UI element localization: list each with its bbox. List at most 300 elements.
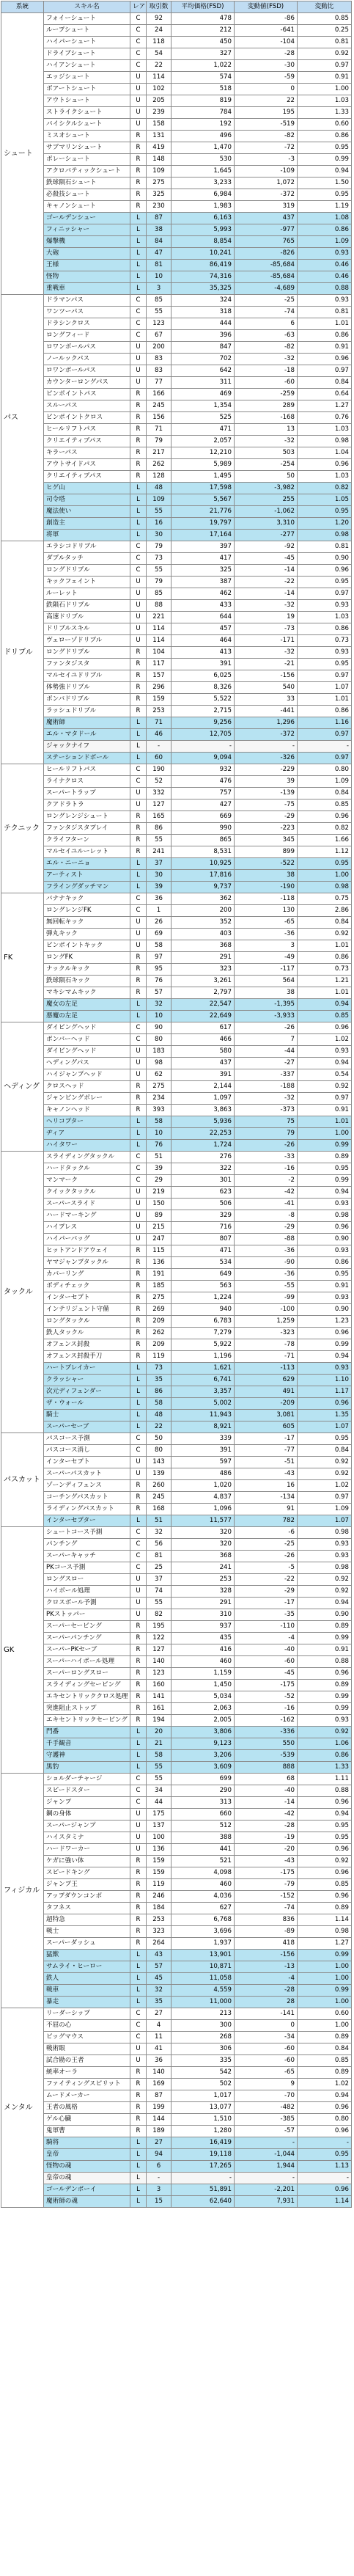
- price-change-cell: 33: [235, 694, 298, 706]
- price-change-cell: -2,201: [235, 2184, 298, 2196]
- table-row: [1, 189, 352, 201]
- change-ratio-cell: 0.90: [298, 1609, 352, 1621]
- skill-name-cell: 怪物: [44, 271, 130, 283]
- owners-cell: 217: [147, 447, 172, 459]
- rarity-cell: R: [130, 154, 147, 166]
- price-change-cell: 1,259: [235, 1316, 298, 1328]
- table-row: [1, 1222, 352, 1234]
- skill-name-cell: ステーションドボール: [44, 753, 130, 764]
- average-price-cell: 9,123: [172, 1738, 235, 1750]
- skill-name-cell: ゴールデンボーイ: [44, 2184, 130, 2196]
- change-ratio-cell: 0.95: [298, 1269, 352, 1281]
- rarity-cell: R: [130, 694, 147, 706]
- average-price-cell: 17,164: [172, 530, 235, 541]
- owners-cell: 253: [147, 706, 172, 717]
- price-change-cell: -277: [235, 530, 298, 541]
- table-row: [1, 471, 352, 483]
- change-ratio-cell: 0.91: [298, 342, 352, 354]
- skill-name-cell: 不屈の心: [44, 2020, 130, 2032]
- average-price-cell: 3,609: [172, 1762, 235, 1774]
- average-price-cell: 2,144: [172, 1081, 235, 1093]
- owners-cell: 122: [147, 1633, 172, 1644]
- table-row: [1, 1950, 352, 1961]
- price-change-cell: 50: [235, 471, 298, 483]
- owners-cell: 94: [147, 2149, 172, 2161]
- owners-cell: 39: [147, 882, 172, 893]
- owners-cell: 58: [147, 1750, 172, 1762]
- rarity-cell: R: [130, 1856, 147, 1867]
- table-row: [1, 2137, 352, 2149]
- skill-name-cell: カウンターロングパス: [44, 377, 130, 389]
- table-row: [1, 588, 352, 600]
- change-ratio-cell: 0.80: [298, 2114, 352, 2126]
- table-row: [1, 1973, 352, 1985]
- table-row: [1, 248, 352, 260]
- skill-name-cell: エッジシュート: [44, 72, 130, 84]
- rarity-cell: L: [130, 224, 147, 236]
- price-change-cell: 22: [235, 95, 298, 107]
- price-change-cell: -336: [235, 1727, 298, 1738]
- table-row: [1, 706, 352, 717]
- skill-name-cell: 千手観音: [44, 1738, 130, 1750]
- table-row: [1, 1926, 352, 1938]
- rarity-cell: R: [130, 2114, 147, 2126]
- rarity-cell: L: [130, 1363, 147, 1375]
- rarity-cell: R: [130, 2090, 147, 2102]
- average-price-cell: 313: [172, 1797, 235, 1809]
- owners-cell: 16: [147, 518, 172, 530]
- table-row: [1, 1598, 352, 1609]
- skill-name-cell: ファンタジスタプレイ: [44, 823, 130, 835]
- average-price-cell: 1,022: [172, 60, 235, 72]
- average-price-cell: 471: [172, 424, 235, 436]
- skill-name-cell: 悪魔の左足: [44, 1011, 130, 1022]
- change-ratio-cell: 0.88: [298, 1785, 352, 1797]
- owners-cell: 69: [147, 929, 172, 940]
- skill-name-cell: クライフターン: [44, 835, 130, 846]
- skill-name-cell: 守護神: [44, 1750, 130, 1762]
- skill-name-cell: エラシコドリブル: [44, 541, 130, 553]
- rarity-cell: R: [130, 1867, 147, 1879]
- header-row: [1, 1, 352, 13]
- skill-name-cell: 魔術師の魂: [44, 2196, 130, 2208]
- rarity-cell: L: [130, 1140, 147, 1152]
- price-change-cell: 836: [235, 1914, 298, 1926]
- average-price-cell: 11,058: [172, 1973, 235, 1985]
- average-price-cell: 542: [172, 2067, 235, 2079]
- table-row: [1, 307, 352, 318]
- average-price-cell: 5,993: [172, 224, 235, 236]
- average-price-cell: 5,567: [172, 494, 235, 506]
- category-cell: ヘディング: [1, 1022, 44, 1152]
- table-row: [1, 271, 352, 283]
- owners-cell: 21: [147, 1738, 172, 1750]
- change-ratio-cell: 0.96: [298, 1844, 352, 1856]
- average-price-cell: 5,922: [172, 1339, 235, 1351]
- owners-cell: 79: [147, 436, 172, 447]
- rarity-cell: R: [130, 1081, 147, 1093]
- average-price-cell: 2,057: [172, 436, 235, 447]
- change-ratio-cell: 1.01: [298, 318, 352, 330]
- skill-name-cell: 重戦車: [44, 283, 130, 295]
- owners-cell: 32: [147, 1985, 172, 1997]
- price-change-cell: 765: [235, 236, 298, 248]
- skill-name-cell: ヘディングパス: [44, 1058, 130, 1069]
- change-ratio-cell: 1.01: [298, 1116, 352, 1128]
- average-price-cell: 478: [172, 13, 235, 25]
- table-row: [1, 1738, 352, 1750]
- owners-cell: 161: [147, 1703, 172, 1715]
- average-price-cell: 403: [172, 929, 235, 940]
- skill-name-cell: パスコース予測: [44, 1433, 130, 1445]
- skill-name-cell: スーパーキャッチ: [44, 1551, 130, 1562]
- skill-name-cell: ボレーシュート: [44, 154, 130, 166]
- price-change-cell: -77: [235, 1445, 298, 1457]
- average-price-cell: 2,005: [172, 1715, 235, 1727]
- owners-cell: 83: [147, 365, 172, 377]
- skill-name-cell: ジャンプ王: [44, 1879, 130, 1891]
- table-row: [1, 2161, 352, 2173]
- skill-name-cell: スーパーパスカット: [44, 1468, 130, 1480]
- rarity-cell: L: [130, 1398, 147, 1410]
- skill-name-cell: ルーレット: [44, 588, 130, 600]
- rarity-cell: R: [130, 166, 147, 178]
- price-change-cell: -175: [235, 1867, 298, 1879]
- table-row: [1, 1245, 352, 1257]
- table-row: [1, 1867, 352, 1879]
- owners-cell: 85: [147, 588, 172, 600]
- skill-name-cell: 鋼の身体: [44, 1809, 130, 1821]
- skill-name-cell: キャノンシュート: [44, 201, 130, 213]
- table-row: [1, 72, 352, 84]
- skill-name-cell: ハイスタミナ: [44, 1832, 130, 1844]
- owners-cell: 10: [147, 1011, 172, 1022]
- change-ratio-cell: 0.97: [298, 60, 352, 72]
- rarity-cell: C: [130, 13, 147, 25]
- table-row: [1, 858, 352, 870]
- price-change-cell: -4,689: [235, 283, 298, 295]
- owners-cell: 74: [147, 1586, 172, 1598]
- table-row: [1, 1668, 352, 1680]
- skill-name-cell: フィニッシャー: [44, 224, 130, 236]
- rarity-cell: L: [130, 2173, 147, 2184]
- average-price-cell: 1,645: [172, 166, 235, 178]
- table-row: [1, 2102, 352, 2114]
- price-change-cell: -5: [235, 1562, 298, 1574]
- rarity-cell: U: [130, 788, 147, 799]
- rarity-cell: R: [130, 1304, 147, 1316]
- price-change-cell: -26: [235, 1022, 298, 1034]
- average-price-cell: 5,034: [172, 1691, 235, 1703]
- owners-cell: 123: [147, 318, 172, 330]
- price-change-cell: 782: [235, 1515, 298, 1527]
- price-change-cell: 550: [235, 1738, 298, 1750]
- table-row: [1, 1774, 352, 1785]
- change-ratio-cell: 0.92: [298, 1574, 352, 1586]
- change-ratio-cell: 0.73: [298, 635, 352, 647]
- average-price-cell: 427: [172, 799, 235, 811]
- table-row: [1, 13, 352, 25]
- price-change-cell: -60: [235, 377, 298, 389]
- skill-name-cell: アクロバティックシュート: [44, 166, 130, 178]
- average-price-cell: 4,837: [172, 1492, 235, 1504]
- skill-name-cell: ロングドリブル: [44, 647, 130, 659]
- change-ratio-cell: 1.10: [298, 1375, 352, 1386]
- change-ratio-cell: 0.99: [298, 1703, 352, 1715]
- rarity-cell: L: [130, 1375, 147, 1386]
- rarity-cell: R: [130, 1703, 147, 1715]
- rarity-cell: L: [130, 283, 147, 295]
- header-change-ratio: 変動比: [298, 1, 352, 13]
- owners-cell: 83: [147, 354, 172, 365]
- table-row: [1, 682, 352, 694]
- change-ratio-cell: 0.92: [298, 48, 352, 60]
- category-cell: タックル: [1, 1152, 44, 1433]
- rarity-cell: R: [130, 1269, 147, 1281]
- owners-cell: 194: [147, 1715, 172, 1727]
- price-change-cell: -1,395: [235, 999, 298, 1011]
- price-change-cell: -16: [235, 1163, 298, 1175]
- average-price-cell: 580: [172, 1046, 235, 1058]
- skill-name-cell: ファイティングスピリット: [44, 2079, 130, 2090]
- owners-cell: 393: [147, 1105, 172, 1116]
- skill-name-cell: 爆撃機: [44, 236, 130, 248]
- table-row: [1, 1562, 352, 1574]
- change-ratio-cell: 0.92: [298, 1457, 352, 1468]
- change-ratio-cell: 0.86: [298, 623, 352, 635]
- skill-name-cell: ハートブレイカー: [44, 1363, 130, 1375]
- average-price-cell: 311: [172, 377, 235, 389]
- category-cell: メンタル: [1, 2008, 44, 2208]
- skill-name-cell: クリエイティブパス: [44, 436, 130, 447]
- price-change-cell: -139: [235, 788, 298, 799]
- price-change-cell: -373: [235, 1105, 298, 1116]
- change-ratio-cell: 0.85: [298, 1011, 352, 1022]
- rarity-cell: R: [130, 1668, 147, 1680]
- rarity-cell: L: [130, 518, 147, 530]
- table-row: [1, 530, 352, 541]
- rarity-cell: U: [130, 1210, 147, 1222]
- table-row: [1, 95, 352, 107]
- table-row: [1, 2196, 352, 2208]
- table-row: [1, 776, 352, 788]
- rarity-cell: R: [130, 389, 147, 400]
- rarity-cell: L: [130, 1985, 147, 1997]
- owners-cell: 90: [147, 1022, 172, 1034]
- owners-cell: 71: [147, 424, 172, 436]
- rarity-cell: C: [130, 1551, 147, 1562]
- skill-name-cell: 戦車: [44, 1985, 130, 1997]
- price-change-cell: -134: [235, 1492, 298, 1504]
- table-row: [1, 1433, 352, 1445]
- skill-name-cell: ジャンプ: [44, 1797, 130, 1809]
- average-price-cell: 457: [172, 623, 235, 635]
- skill-name-cell: 鉄人タックル: [44, 1328, 130, 1339]
- table-row: [1, 1797, 352, 1809]
- header-rarity: レア: [130, 1, 147, 13]
- change-ratio-cell: 1.01: [298, 987, 352, 999]
- skill-name-cell: クリエイティブパス: [44, 471, 130, 483]
- rarity-cell: R: [130, 1328, 147, 1339]
- rarity-cell: R: [130, 142, 147, 154]
- change-ratio-cell: 0.96: [298, 1022, 352, 1034]
- skill-name-cell: パスコース消し: [44, 1445, 130, 1457]
- change-ratio-cell: 1.03: [298, 471, 352, 483]
- rarity-cell: L: [130, 2149, 147, 2161]
- owners-cell: 73: [147, 553, 172, 565]
- table-row: [1, 1034, 352, 1046]
- change-ratio-cell: 0.82: [298, 483, 352, 494]
- price-change-cell: -22: [235, 1574, 298, 1586]
- change-ratio-cell: 0.93: [298, 1292, 352, 1304]
- price-change-cell: -21: [235, 659, 298, 670]
- skill-name-cell: 鉄球隕石シュート: [44, 178, 130, 189]
- price-change-cell: -156: [235, 1950, 298, 1961]
- price-change-cell: -32: [235, 1093, 298, 1105]
- change-ratio-cell: 1.21: [298, 976, 352, 987]
- skill-name-cell: インターセプト: [44, 1292, 130, 1304]
- table-row: [1, 518, 352, 530]
- change-ratio-cell: 0.90: [298, 553, 352, 565]
- table-row: [1, 236, 352, 248]
- skill-name-cell: ロングレンジFK: [44, 905, 130, 917]
- average-price-cell: 329: [172, 1210, 235, 1222]
- average-price-cell: 253: [172, 1574, 235, 1586]
- rarity-cell: R: [130, 706, 147, 717]
- price-change-cell: -152: [235, 1891, 298, 1903]
- rarity-cell: U: [130, 1468, 147, 1480]
- skill-name-cell: スーパーPKセーブ: [44, 1644, 130, 1656]
- average-price-cell: 1,983: [172, 201, 235, 213]
- change-ratio-cell: 1.14: [298, 1914, 352, 1926]
- skill-name-cell: 暴走: [44, 1997, 130, 2008]
- average-price-cell: 462: [172, 588, 235, 600]
- table-row: [1, 976, 352, 987]
- average-price-cell: 3,696: [172, 1926, 235, 1938]
- price-change-cell: 319: [235, 201, 298, 213]
- average-price-cell: 649: [172, 1269, 235, 1281]
- skill-name-cell: ヒールリフトパス: [44, 764, 130, 776]
- change-ratio-cell: 0.64: [298, 389, 352, 400]
- owners-cell: 168: [147, 1504, 172, 1515]
- skill-name-cell: ヒールリフトパス: [44, 424, 130, 436]
- owners-cell: 175: [147, 1809, 172, 1821]
- table-row: [1, 1304, 352, 1316]
- price-change-cell: -977: [235, 224, 298, 236]
- price-change-cell: -71: [235, 1351, 298, 1363]
- average-price-cell: 391: [172, 659, 235, 670]
- rarity-cell: L: [130, 882, 147, 893]
- rarity-cell: R: [130, 201, 147, 213]
- rarity-cell: L: [130, 858, 147, 870]
- table-row: [1, 1410, 352, 1421]
- owners-cell: 114: [147, 72, 172, 84]
- owners-cell: 260: [147, 1480, 172, 1492]
- skill-name-cell: オフェンス封殺: [44, 1339, 130, 1351]
- average-price-cell: 4,559: [172, 1985, 235, 1997]
- change-ratio-cell: 0.98: [298, 1210, 352, 1222]
- rarity-cell: R: [130, 846, 147, 858]
- rarity-cell: U: [130, 1199, 147, 1210]
- category-cell: パスカット: [1, 1433, 44, 1527]
- skill-name-cell: 創造主: [44, 518, 130, 530]
- owners-cell: 185: [147, 1281, 172, 1292]
- skill-name-cell: ハードワーカー: [44, 1844, 130, 1856]
- skill-name-cell: 門番: [44, 1727, 130, 1738]
- change-ratio-cell: 1.03: [298, 612, 352, 623]
- rarity-cell: R: [130, 1245, 147, 1257]
- rarity-cell: U: [130, 623, 147, 635]
- owners-cell: 109: [147, 494, 172, 506]
- header-category: 系統: [1, 1, 44, 13]
- owners-cell: 30: [147, 530, 172, 541]
- average-price-cell: 5,989: [172, 459, 235, 471]
- table-row: [1, 342, 352, 354]
- price-change-cell: 605: [235, 1421, 298, 1433]
- change-ratio-cell: 0.96: [298, 354, 352, 365]
- table-row: [1, 987, 352, 999]
- average-price-cell: 9,094: [172, 753, 235, 764]
- change-ratio-cell: 1.03: [298, 95, 352, 107]
- change-ratio-cell: 0.92: [298, 929, 352, 940]
- table-row: [1, 1609, 352, 1621]
- change-ratio-cell: 0.93: [298, 295, 352, 307]
- rarity-cell: L: [130, 1515, 147, 1527]
- owners-cell: 3: [147, 283, 172, 295]
- change-ratio-cell: 0.97: [298, 365, 352, 377]
- price-change-cell: -372: [235, 189, 298, 201]
- price-change-cell: -17: [235, 1598, 298, 1609]
- table-row: [1, 1891, 352, 1903]
- price-change-cell: 68: [235, 1774, 298, 1785]
- table-row: [1, 131, 352, 142]
- table-row: [1, 1339, 352, 1351]
- price-change-cell: -41: [235, 1199, 298, 1210]
- skill-name-cell: ハイアンシュート: [44, 60, 130, 72]
- skill-name-cell: ループシュート: [44, 25, 130, 37]
- owners-cell: 58: [147, 940, 172, 952]
- average-price-cell: 9,256: [172, 717, 235, 729]
- average-price-cell: 322: [172, 1163, 235, 1175]
- rarity-cell: U: [130, 1609, 147, 1621]
- average-price-cell: 5,936: [172, 1116, 235, 1128]
- average-price-cell: 464: [172, 635, 235, 647]
- skill-name-cell: フライングダッチマン: [44, 882, 130, 893]
- table-row: [1, 1551, 352, 1562]
- average-price-cell: 819: [172, 95, 235, 107]
- table-row: [1, 483, 352, 494]
- owners-cell: 46: [147, 729, 172, 741]
- skill-price-table-container: [1, 1, 352, 2208]
- average-price-cell: 3,233: [172, 178, 235, 189]
- average-price-cell: 6,768: [172, 1914, 235, 1926]
- average-price-cell: 368: [172, 940, 235, 952]
- table-row: [1, 154, 352, 166]
- price-change-cell: 1,072: [235, 178, 298, 189]
- price-change-cell: 629: [235, 1375, 298, 1386]
- rarity-cell: L: [130, 2137, 147, 2149]
- change-ratio-cell: 1.03: [298, 424, 352, 436]
- table-row: [1, 330, 352, 342]
- owners-cell: 30: [147, 870, 172, 882]
- change-ratio-cell: 1.07: [298, 1515, 352, 1527]
- average-price-cell: 1,097: [172, 1093, 235, 1105]
- owners-cell: 150: [147, 1199, 172, 1210]
- table-body: [1, 13, 352, 2208]
- average-price-cell: 3,357: [172, 1386, 235, 1398]
- change-ratio-cell: 0.93: [298, 1245, 352, 1257]
- table-row: [1, 1832, 352, 1844]
